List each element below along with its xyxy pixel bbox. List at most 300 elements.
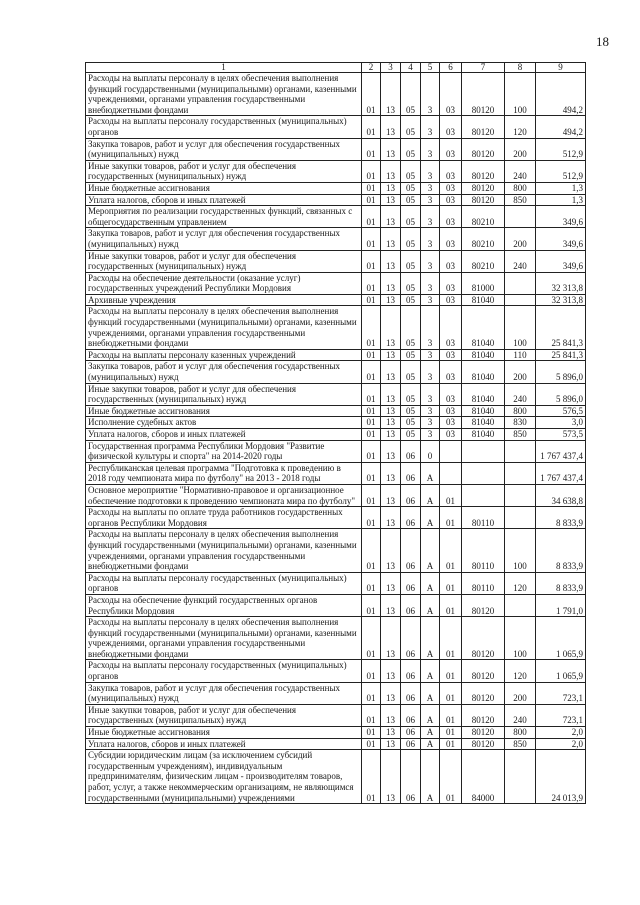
program-code-cell: 05 bbox=[401, 349, 421, 361]
subsection-code-cell: 13 bbox=[381, 417, 401, 429]
section-code-cell: 01 bbox=[362, 349, 381, 361]
section-code-cell: 01 bbox=[362, 228, 381, 250]
table-row bbox=[86, 594, 586, 616]
section-code-cell: 01 bbox=[362, 182, 381, 194]
direction-code-cell: 80110 bbox=[462, 529, 505, 572]
expense-type-cell: 120 bbox=[505, 116, 536, 138]
program-code-cell: 05 bbox=[401, 405, 421, 417]
direction-code-cell: 80120 bbox=[462, 617, 505, 660]
subprogram-code-cell: 3 bbox=[421, 349, 440, 361]
program-code-cell: 06 bbox=[401, 617, 421, 660]
subprogram-code-cell: 3 bbox=[421, 294, 440, 306]
section-code-cell: 01 bbox=[362, 194, 381, 206]
section-code-cell: 01 bbox=[362, 462, 381, 484]
subsection-code-cell: 13 bbox=[381, 250, 401, 272]
subprogram-code-cell: А bbox=[421, 660, 440, 682]
row-name-cell: Расходы на выплаты персоналу государственных (муниципальных) органов bbox=[86, 572, 362, 594]
table-row bbox=[86, 617, 586, 660]
amount-cell: 32 313,8 bbox=[536, 294, 586, 306]
expense-type-cell: 100 bbox=[505, 529, 536, 572]
program-code-cell: 05 bbox=[401, 73, 421, 116]
header-cell: 1 bbox=[86, 63, 362, 73]
subprogram-code-cell: 3 bbox=[421, 306, 440, 349]
direction-code-cell: 81040 bbox=[462, 361, 505, 383]
subprogram-code-cell: 3 bbox=[421, 405, 440, 417]
section-code-cell: 01 bbox=[362, 738, 381, 750]
direction-code-cell: 80120 bbox=[462, 194, 505, 206]
program-code-cell: 05 bbox=[401, 361, 421, 383]
expense-type-cell bbox=[505, 206, 536, 228]
expense-type-cell: 850 bbox=[505, 429, 536, 441]
subsection-code-cell: 13 bbox=[381, 294, 401, 306]
program-code-cell: 06 bbox=[401, 750, 421, 804]
subprogram-code-cell: А bbox=[421, 484, 440, 506]
row-name-cell: Иные бюджетные ассигнования bbox=[86, 727, 362, 739]
table-row bbox=[86, 572, 586, 594]
program-code-cell: 05 bbox=[401, 160, 421, 182]
expense-type-cell: 200 bbox=[505, 138, 536, 160]
amount-cell: 24 013,9 bbox=[536, 750, 586, 804]
table-row bbox=[86, 228, 586, 250]
direction-code-cell bbox=[462, 440, 505, 462]
header-cell: 6 bbox=[440, 63, 462, 73]
table-row bbox=[86, 750, 586, 804]
program-code-cell: 06 bbox=[401, 704, 421, 726]
program-code-cell: 05 bbox=[401, 206, 421, 228]
row-name-cell: Закупка товаров, работ и услуг для обеспечения государственных (муниципальных) нужд bbox=[86, 682, 362, 704]
event-code-cell: 03 bbox=[440, 250, 462, 272]
direction-code-cell: 81040 bbox=[462, 306, 505, 349]
direction-code-cell: 80120 bbox=[462, 73, 505, 116]
expense-type-cell: 240 bbox=[505, 160, 536, 182]
subsection-code-cell: 13 bbox=[381, 73, 401, 116]
program-code-cell: 06 bbox=[401, 727, 421, 739]
row-name-cell: Расходы на выплаты персоналу казенных учреждений bbox=[86, 349, 362, 361]
amount-cell: 573,5 bbox=[536, 429, 586, 441]
expense-type-cell: 200 bbox=[505, 682, 536, 704]
direction-code-cell: 80110 bbox=[462, 507, 505, 529]
amount-cell: 1 767 437,4 bbox=[536, 462, 586, 484]
subsection-code-cell: 13 bbox=[381, 529, 401, 572]
program-code-cell: 05 bbox=[401, 116, 421, 138]
table-row bbox=[86, 349, 586, 361]
amount-cell: 34 638,8 bbox=[536, 484, 586, 506]
subprogram-code-cell: А bbox=[421, 507, 440, 529]
expense-type-cell: 200 bbox=[505, 228, 536, 250]
amount-cell: 8 833,9 bbox=[536, 572, 586, 594]
table-row bbox=[86, 405, 586, 417]
expense-type-cell: 800 bbox=[505, 727, 536, 739]
direction-code-cell: 81040 bbox=[462, 417, 505, 429]
event-code-cell: 01 bbox=[440, 572, 462, 594]
subsection-code-cell: 13 bbox=[381, 572, 401, 594]
direction-code-cell: 80120 bbox=[462, 116, 505, 138]
amount-cell: 723,1 bbox=[536, 682, 586, 704]
direction-code-cell: 81000 bbox=[462, 272, 505, 294]
direction-code-cell: 80120 bbox=[462, 138, 505, 160]
row-name-cell: Расходы на обеспечение деятельности (оказание услуг) государственных учреждений Республики Мордовия bbox=[86, 272, 362, 294]
direction-code-cell: 80120 bbox=[462, 727, 505, 739]
event-code-cell: 01 bbox=[440, 704, 462, 726]
amount-cell: 5 896,0 bbox=[536, 361, 586, 383]
program-code-cell: 05 bbox=[401, 429, 421, 441]
subsection-code-cell: 13 bbox=[381, 484, 401, 506]
event-code-cell: 03 bbox=[440, 306, 462, 349]
subsection-code-cell: 13 bbox=[381, 228, 401, 250]
row-name-cell: Иные закупки товаров, работ и услуг для обеспечения государственных (муниципальных) нужд bbox=[86, 383, 362, 405]
subsection-code-cell: 13 bbox=[381, 349, 401, 361]
program-code-cell: 05 bbox=[401, 306, 421, 349]
subprogram-code-cell: А bbox=[421, 572, 440, 594]
table-row bbox=[86, 704, 586, 726]
header-cell: 8 bbox=[505, 63, 536, 73]
section-code-cell: 01 bbox=[362, 405, 381, 417]
row-name-cell: Расходы на выплаты персоналу в целях обеспечения выполнения функций государственными (муниципальными) органами, казенными учреждениями, органами управления государственными внебюджетными фондами bbox=[86, 306, 362, 349]
program-code-cell: 06 bbox=[401, 572, 421, 594]
subsection-code-cell: 13 bbox=[381, 750, 401, 804]
event-code-cell: 03 bbox=[440, 73, 462, 116]
expense-type-cell: 800 bbox=[505, 405, 536, 417]
subprogram-code-cell: А bbox=[421, 738, 440, 750]
header-cell: 7 bbox=[462, 63, 505, 73]
table-row bbox=[86, 383, 586, 405]
subsection-code-cell: 13 bbox=[381, 660, 401, 682]
program-code-cell: 06 bbox=[401, 660, 421, 682]
subsection-code-cell: 13 bbox=[381, 182, 401, 194]
event-code-cell: 03 bbox=[440, 417, 462, 429]
subprogram-code-cell: 3 bbox=[421, 116, 440, 138]
program-code-cell: 06 bbox=[401, 682, 421, 704]
row-name-cell: Исполнение судебных актов bbox=[86, 417, 362, 429]
row-name-cell: Уплата налогов, сборов и иных платежей bbox=[86, 429, 362, 441]
direction-code-cell bbox=[462, 484, 505, 506]
header-cell: 2 bbox=[362, 63, 381, 73]
table-row bbox=[86, 529, 586, 572]
program-code-cell: 06 bbox=[401, 594, 421, 616]
table-row bbox=[86, 660, 586, 682]
subprogram-code-cell: 0 bbox=[421, 440, 440, 462]
direction-code-cell: 80120 bbox=[462, 738, 505, 750]
section-code-cell: 01 bbox=[362, 116, 381, 138]
row-name-cell: Расходы на выплаты персоналу в целях обеспечения выполнения функций государственными (муниципальными) органами, казенными учреждениями, органами управления государственными внебюджетными фондами bbox=[86, 73, 362, 116]
direction-code-cell: 80120 bbox=[462, 704, 505, 726]
event-code-cell: 01 bbox=[440, 660, 462, 682]
expense-type-cell bbox=[505, 294, 536, 306]
table-row bbox=[86, 727, 586, 739]
table-row bbox=[86, 206, 586, 228]
program-code-cell: 05 bbox=[401, 272, 421, 294]
program-code-cell: 06 bbox=[401, 484, 421, 506]
subsection-code-cell: 13 bbox=[381, 306, 401, 349]
section-code-cell: 01 bbox=[362, 507, 381, 529]
expense-type-cell: 240 bbox=[505, 704, 536, 726]
expense-type-cell: 110 bbox=[505, 349, 536, 361]
subsection-code-cell: 13 bbox=[381, 405, 401, 417]
program-code-cell: 06 bbox=[401, 507, 421, 529]
row-name-cell: Расходы на выплаты персоналу государственных (муниципальных) органов bbox=[86, 116, 362, 138]
expense-type-cell: 100 bbox=[505, 617, 536, 660]
row-name-cell: Субсидии юридическим лицам (за исключением субсидий государственным учреждениям), индивидуальным предпринимателям, физическим лицам - производителям товаров, работ, услуг, а также некоммерческим организациям, не являющимся государственными (муниципальными) учреждениями bbox=[86, 750, 362, 804]
section-code-cell: 01 bbox=[362, 160, 381, 182]
row-name-cell: Архивные учреждения bbox=[86, 294, 362, 306]
table-row bbox=[86, 294, 586, 306]
amount-cell: 494,2 bbox=[536, 116, 586, 138]
program-code-cell: 05 bbox=[401, 194, 421, 206]
subsection-code-cell: 13 bbox=[381, 206, 401, 228]
row-name-cell: Мероприятия по реализации государственных функций, связанных с общегосударственным управлением bbox=[86, 206, 362, 228]
expense-type-cell: 800 bbox=[505, 182, 536, 194]
section-code-cell: 01 bbox=[362, 682, 381, 704]
subsection-code-cell: 13 bbox=[381, 383, 401, 405]
page-number: 18 bbox=[596, 34, 609, 49]
amount-cell: 1 065,9 bbox=[536, 617, 586, 660]
subprogram-code-cell: А bbox=[421, 682, 440, 704]
table-row bbox=[86, 361, 586, 383]
section-code-cell: 01 bbox=[362, 272, 381, 294]
section-code-cell: 01 bbox=[362, 361, 381, 383]
expense-type-cell: 200 bbox=[505, 361, 536, 383]
program-code-cell: 06 bbox=[401, 738, 421, 750]
section-code-cell: 01 bbox=[362, 727, 381, 739]
subprogram-code-cell: 3 bbox=[421, 272, 440, 294]
expense-type-cell: 830 bbox=[505, 417, 536, 429]
expense-type-cell: 240 bbox=[505, 250, 536, 272]
section-code-cell: 01 bbox=[362, 383, 381, 405]
event-code-cell: 03 bbox=[440, 361, 462, 383]
program-code-cell: 05 bbox=[401, 383, 421, 405]
table-row bbox=[86, 417, 586, 429]
subsection-code-cell: 13 bbox=[381, 682, 401, 704]
section-code-cell: 01 bbox=[362, 440, 381, 462]
event-code-cell: 01 bbox=[440, 529, 462, 572]
subprogram-code-cell: А bbox=[421, 704, 440, 726]
table-row bbox=[86, 73, 586, 116]
budget-table bbox=[85, 62, 586, 804]
subprogram-code-cell: 3 bbox=[421, 194, 440, 206]
subsection-code-cell: 13 bbox=[381, 160, 401, 182]
subsection-code-cell: 13 bbox=[381, 704, 401, 726]
subprogram-code-cell: А bbox=[421, 727, 440, 739]
table-row bbox=[86, 306, 586, 349]
row-name-cell: Иные бюджетные ассигнования bbox=[86, 182, 362, 194]
subsection-code-cell: 13 bbox=[381, 194, 401, 206]
section-code-cell: 01 bbox=[362, 417, 381, 429]
table-row bbox=[86, 738, 586, 750]
event-code-cell: 01 bbox=[440, 750, 462, 804]
program-code-cell: 05 bbox=[401, 228, 421, 250]
expense-type-cell: 100 bbox=[505, 306, 536, 349]
expense-type-cell: 850 bbox=[505, 194, 536, 206]
event-code-cell: 01 bbox=[440, 727, 462, 739]
direction-code-cell: 80110 bbox=[462, 572, 505, 594]
section-code-cell: 01 bbox=[362, 206, 381, 228]
direction-code-cell: 80120 bbox=[462, 682, 505, 704]
amount-cell: 512,9 bbox=[536, 138, 586, 160]
subsection-code-cell: 13 bbox=[381, 727, 401, 739]
table-row bbox=[86, 682, 586, 704]
expense-type-cell bbox=[505, 440, 536, 462]
amount-cell: 3,0 bbox=[536, 417, 586, 429]
program-code-cell: 06 bbox=[401, 529, 421, 572]
amount-cell: 349,6 bbox=[536, 206, 586, 228]
amount-cell: 512,9 bbox=[536, 160, 586, 182]
table-row bbox=[86, 194, 586, 206]
amount-cell: 1 791,0 bbox=[536, 594, 586, 616]
section-code-cell: 01 bbox=[362, 294, 381, 306]
table-row bbox=[86, 429, 586, 441]
amount-cell: 1 065,9 bbox=[536, 660, 586, 682]
expense-type-cell: 100 bbox=[505, 73, 536, 116]
table-row bbox=[86, 182, 586, 194]
event-code-cell: 01 bbox=[440, 507, 462, 529]
section-code-cell: 01 bbox=[362, 750, 381, 804]
row-name-cell: Расходы на выплаты персоналу в целях обеспечения выполнения функций государственными (муниципальными) органами, казенными учреждениями, органами управления государственными внебюджетными фондами bbox=[86, 529, 362, 572]
program-code-cell: 06 bbox=[401, 440, 421, 462]
expense-type-cell: 120 bbox=[505, 572, 536, 594]
expense-type-cell bbox=[505, 750, 536, 804]
row-name-cell: Закупка товаров, работ и услуг для обеспечения государственных (муниципальных) нужд bbox=[86, 361, 362, 383]
row-name-cell: Иные закупки товаров, работ и услуг для обеспечения государственных (муниципальных) нужд bbox=[86, 704, 362, 726]
header-cell: 4 bbox=[401, 63, 421, 73]
direction-code-cell: 80120 bbox=[462, 160, 505, 182]
event-code-cell: 03 bbox=[440, 405, 462, 417]
row-name-cell: Иные закупки товаров, работ и услуг для обеспечения государственных (муниципальных) нужд bbox=[86, 250, 362, 272]
subprogram-code-cell: 3 bbox=[421, 250, 440, 272]
event-code-cell bbox=[440, 440, 462, 462]
table-body bbox=[86, 73, 586, 804]
amount-cell: 494,2 bbox=[536, 73, 586, 116]
program-code-cell: 06 bbox=[401, 462, 421, 484]
subprogram-code-cell: А bbox=[421, 750, 440, 804]
direction-code-cell: 80210 bbox=[462, 228, 505, 250]
section-code-cell: 01 bbox=[362, 704, 381, 726]
event-code-cell: 03 bbox=[440, 182, 462, 194]
section-code-cell: 01 bbox=[362, 660, 381, 682]
header-cell: 9 bbox=[536, 63, 586, 73]
row-name-cell: Государственная программа Республики Мордовия "Развитие физической культуры и спорта" на 2014-2020 годы bbox=[86, 440, 362, 462]
section-code-cell: 01 bbox=[362, 73, 381, 116]
event-code-cell: 03 bbox=[440, 138, 462, 160]
expense-type-cell: 850 bbox=[505, 738, 536, 750]
row-name-cell: Расходы на выплаты по оплате труда работников государственных органов Республики Мордовия bbox=[86, 507, 362, 529]
table-row bbox=[86, 116, 586, 138]
section-code-cell: 01 bbox=[362, 429, 381, 441]
direction-code-cell: 81040 bbox=[462, 405, 505, 417]
subsection-code-cell: 13 bbox=[381, 738, 401, 750]
row-name-cell: Уплата налогов, сборов и иных платежей bbox=[86, 194, 362, 206]
event-code-cell: 03 bbox=[440, 206, 462, 228]
subprogram-code-cell: 3 bbox=[421, 182, 440, 194]
expense-type-cell bbox=[505, 272, 536, 294]
amount-cell: 8 833,9 bbox=[536, 529, 586, 572]
table-row bbox=[86, 484, 586, 506]
event-code-cell: 03 bbox=[440, 160, 462, 182]
program-code-cell: 05 bbox=[401, 138, 421, 160]
section-code-cell: 01 bbox=[362, 594, 381, 616]
expense-type-cell: 240 bbox=[505, 383, 536, 405]
direction-code-cell: 80210 bbox=[462, 250, 505, 272]
subprogram-code-cell: 3 bbox=[421, 361, 440, 383]
row-name-cell: Закупка товаров, работ и услуг для обеспечения государственных (муниципальных) нужд bbox=[86, 228, 362, 250]
row-name-cell: Расходы на обеспечение функций государственных органов Республики Мордовия bbox=[86, 594, 362, 616]
subsection-code-cell: 13 bbox=[381, 617, 401, 660]
subprogram-code-cell: А bbox=[421, 529, 440, 572]
amount-cell: 2,0 bbox=[536, 727, 586, 739]
expense-type-cell bbox=[505, 507, 536, 529]
subprogram-code-cell: 3 bbox=[421, 206, 440, 228]
subprogram-code-cell: 3 bbox=[421, 138, 440, 160]
header-cell: 3 bbox=[381, 63, 401, 73]
section-code-cell: 01 bbox=[362, 138, 381, 160]
direction-code-cell: 81040 bbox=[462, 349, 505, 361]
table-row bbox=[86, 272, 586, 294]
table-row bbox=[86, 462, 586, 484]
amount-cell: 576,5 bbox=[536, 405, 586, 417]
header-cell: 5 bbox=[421, 63, 440, 73]
amount-cell: 723,1 bbox=[536, 704, 586, 726]
subsection-code-cell: 13 bbox=[381, 429, 401, 441]
direction-code-cell: 80120 bbox=[462, 660, 505, 682]
section-code-cell: 01 bbox=[362, 572, 381, 594]
subsection-code-cell: 13 bbox=[381, 116, 401, 138]
subprogram-code-cell: 3 bbox=[421, 73, 440, 116]
table-row bbox=[86, 160, 586, 182]
direction-code-cell: 81040 bbox=[462, 429, 505, 441]
direction-code-cell: 81040 bbox=[462, 383, 505, 405]
event-code-cell: 03 bbox=[440, 349, 462, 361]
subprogram-code-cell: 3 bbox=[421, 228, 440, 250]
direction-code-cell: 84000 bbox=[462, 750, 505, 804]
section-code-cell: 01 bbox=[362, 529, 381, 572]
program-code-cell: 05 bbox=[401, 417, 421, 429]
expense-type-cell: 120 bbox=[505, 660, 536, 682]
direction-code-cell: 80210 bbox=[462, 206, 505, 228]
subprogram-code-cell: 3 bbox=[421, 383, 440, 405]
table-row bbox=[86, 440, 586, 462]
subprogram-code-cell: 3 bbox=[421, 429, 440, 441]
event-code-cell: 01 bbox=[440, 617, 462, 660]
row-name-cell: Республиканская целевая программа "Подготовка к проведению в 2018 году чемпионата мира по футболу" на 2013 - 2018 годы bbox=[86, 462, 362, 484]
expense-type-cell bbox=[505, 484, 536, 506]
amount-cell: 349,6 bbox=[536, 250, 586, 272]
event-code-cell: 03 bbox=[440, 429, 462, 441]
direction-code-cell: 81040 bbox=[462, 294, 505, 306]
event-code-cell: 03 bbox=[440, 194, 462, 206]
subprogram-code-cell: А bbox=[421, 617, 440, 660]
row-name-cell: Закупка товаров, работ и услуг для обеспечения государственных (муниципальных) нужд bbox=[86, 138, 362, 160]
table-row bbox=[86, 507, 586, 529]
amount-cell: 349,6 bbox=[536, 228, 586, 250]
section-code-cell: 01 bbox=[362, 617, 381, 660]
event-code-cell: 03 bbox=[440, 228, 462, 250]
amount-cell: 1,3 bbox=[536, 194, 586, 206]
amount-cell: 1,3 bbox=[536, 182, 586, 194]
row-name-cell: Расходы на выплаты персоналу государственных (муниципальных) органов bbox=[86, 660, 362, 682]
direction-code-cell bbox=[462, 462, 505, 484]
subsection-code-cell: 13 bbox=[381, 594, 401, 616]
subsection-code-cell: 13 bbox=[381, 440, 401, 462]
event-code-cell: 03 bbox=[440, 383, 462, 405]
event-code-cell: 03 bbox=[440, 116, 462, 138]
event-code-cell: 03 bbox=[440, 272, 462, 294]
amount-cell: 1 767 437,4 bbox=[536, 440, 586, 462]
row-name-cell: Расходы на выплаты персоналу в целях обеспечения выполнения функций государственными (муниципальными) органами, казенными учреждениями, органами управления государственными внебюджетными фондами bbox=[86, 617, 362, 660]
amount-cell: 2,0 bbox=[536, 738, 586, 750]
row-name-cell: Иные бюджетные ассигнования bbox=[86, 405, 362, 417]
row-name-cell: Уплата налогов, сборов и иных платежей bbox=[86, 738, 362, 750]
direction-code-cell: 80120 bbox=[462, 594, 505, 616]
event-code-cell: 01 bbox=[440, 594, 462, 616]
